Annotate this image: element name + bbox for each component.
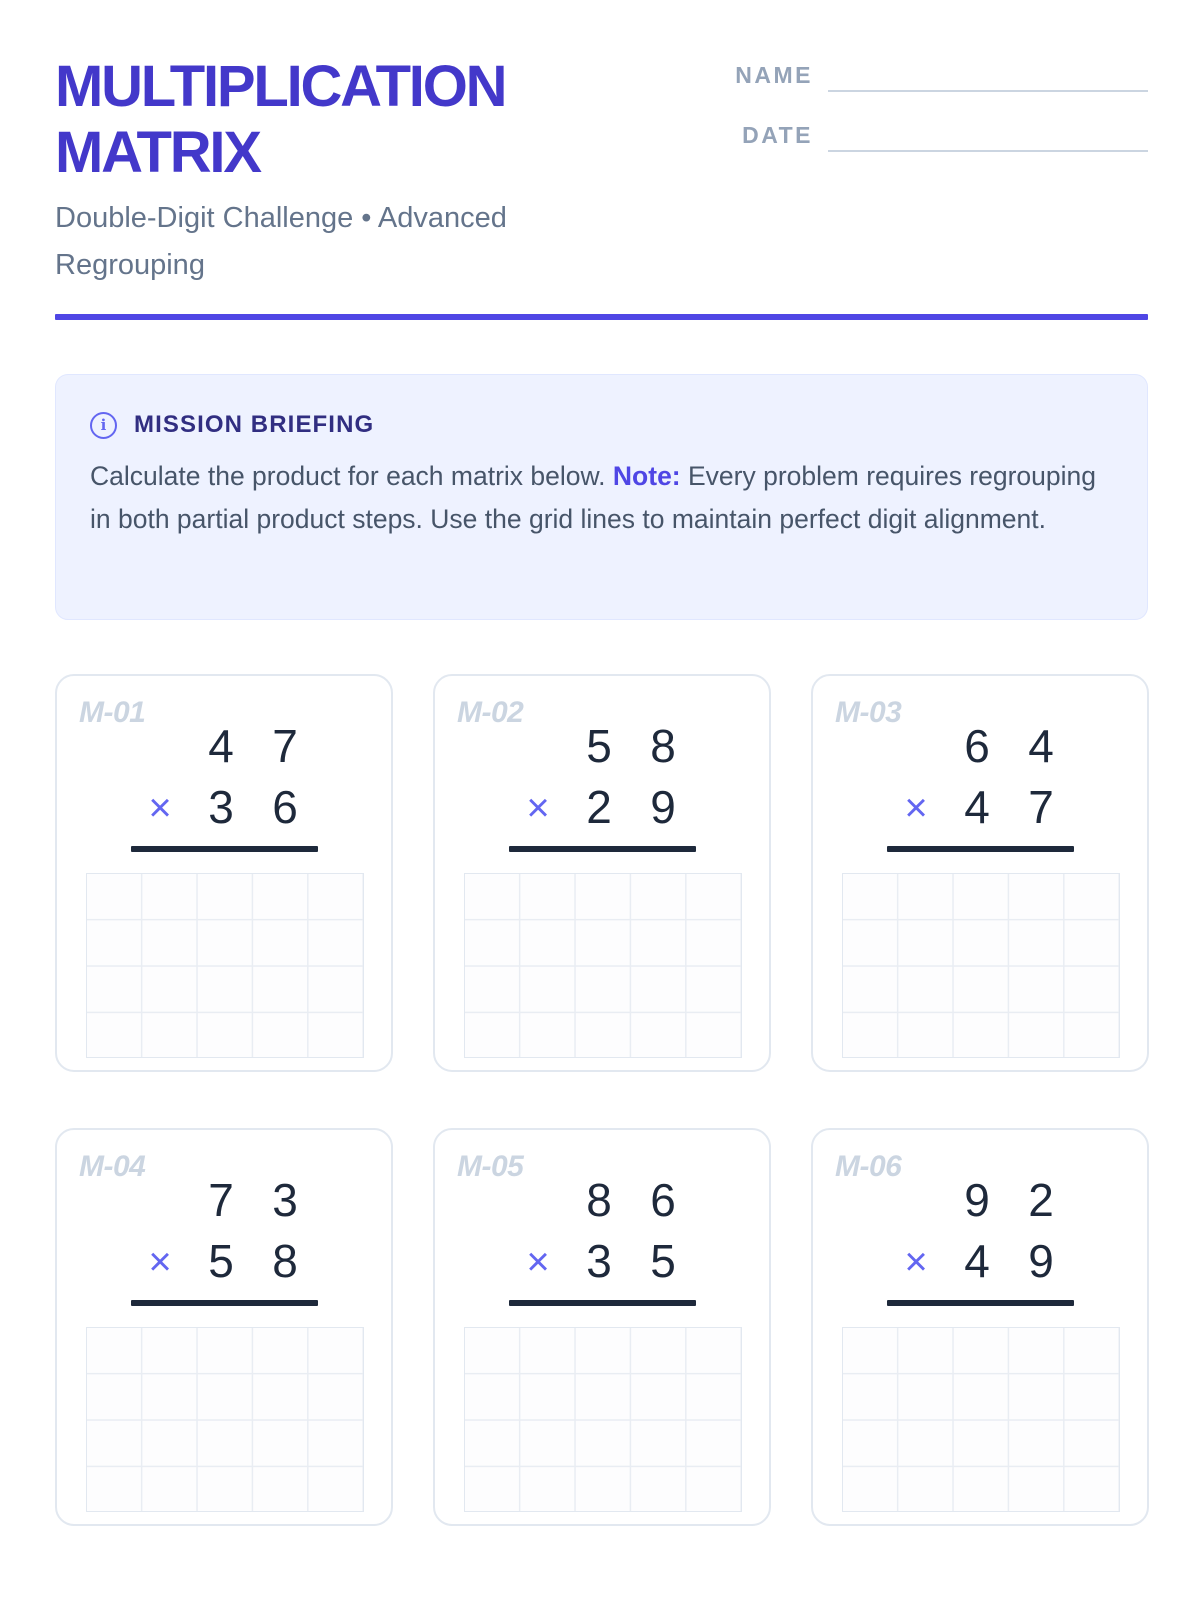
answer-grid[interactable]: [86, 873, 364, 1058]
multiplier-digit: 5: [650, 1235, 676, 1287]
answer-grid[interactable]: [464, 873, 742, 1058]
multiply-sign-icon: ×: [904, 786, 928, 830]
name-field[interactable]: [718, 60, 1148, 90]
info-circle-icon: i: [90, 412, 117, 439]
multiplicand-digit: 9: [964, 1174, 990, 1226]
problem-card: [55, 1128, 393, 1526]
name-label: NAME: [735, 62, 813, 88]
date-field[interactable]: [718, 120, 1148, 150]
multiplicand-digit: 8: [650, 720, 676, 772]
problem-id: M-04: [79, 1150, 146, 1183]
date-label: DATE: [742, 122, 813, 148]
multiply-sign-icon: ×: [148, 1240, 172, 1284]
briefing-note-label: Note:: [612, 461, 681, 491]
multiplicand-digit: 7: [208, 1174, 234, 1226]
problem-id: M-06: [835, 1150, 902, 1183]
page-subtitle: Double-Digit Challenge • Advanced Regrouping: [55, 202, 507, 281]
header-divider: [55, 314, 1148, 320]
problem-underline: [887, 846, 1074, 852]
briefing-header: [90, 409, 1113, 441]
problem-underline: [131, 1300, 318, 1306]
multiplicand-digit: 6: [650, 1174, 676, 1226]
problem-underline: [131, 846, 318, 852]
worksheet-header: [55, 0, 1148, 322]
multiplier-digit: 4: [964, 1235, 990, 1287]
problem-card: [811, 674, 1149, 1072]
problem-card: [433, 1128, 771, 1526]
problem-card: [433, 674, 771, 1072]
problem-underline: [509, 846, 696, 852]
problem-id: M-01: [79, 696, 146, 729]
answer-grid[interactable]: [86, 1327, 364, 1512]
answer-grid[interactable]: [842, 873, 1120, 1058]
multiplier-digit: 7: [1028, 781, 1054, 833]
briefing-title: MISSION BRIEFING: [134, 411, 375, 438]
answer-grid[interactable]: [464, 1327, 742, 1512]
date-line[interactable]: [828, 150, 1148, 152]
briefing-text: [90, 455, 1113, 541]
multiply-sign-icon: ×: [526, 1240, 550, 1284]
multiplier-digit: 3: [208, 781, 234, 833]
title-line-1: MULTIPLICATION: [55, 54, 506, 119]
problem-id: M-05: [457, 1150, 524, 1183]
problem-card: [811, 1128, 1149, 1526]
problem-card: [55, 674, 393, 1072]
multiplicand-digit: 4: [208, 720, 234, 772]
multiply-sign-icon: ×: [904, 1240, 928, 1284]
answer-grid[interactable]: [842, 1327, 1120, 1512]
multiplier-digit: 3: [586, 1235, 612, 1287]
multiplicand-digit: 4: [1028, 720, 1054, 772]
multiplicand-digit: 3: [272, 1174, 298, 1226]
title-line-2: MATRIX: [55, 120, 260, 185]
multiplier-digit: 6: [272, 781, 298, 833]
problem-underline: [887, 1300, 1074, 1306]
name-line[interactable]: [828, 90, 1148, 92]
briefing-text-rest: Every problem requires regrouping in both partial product steps. Use the grid lines to maintain perfect digit alignment.: [90, 461, 1097, 534]
multiplier-digit: 8: [272, 1235, 298, 1287]
problem-underline: [509, 1300, 696, 1306]
multiplicand-digit: 8: [586, 1174, 612, 1226]
multiplier-digit: 9: [650, 781, 676, 833]
worksheet-page: [55, 0, 1148, 1287]
multiply-sign-icon: ×: [148, 786, 172, 830]
multiplier-digit: 9: [1028, 1235, 1054, 1287]
multiplicand-digit: 2: [1028, 1174, 1054, 1226]
multiply-sign-icon: ×: [526, 786, 550, 830]
multiplicand-digit: 6: [964, 720, 990, 772]
briefing-text-intro: Calculate the product for each matrix below.: [90, 461, 613, 491]
page-title: [55, 54, 615, 186]
multiplier-digit: 5: [208, 1235, 234, 1287]
mission-briefing-box: [55, 374, 1148, 620]
multiplicand-digit: 5: [586, 720, 612, 772]
multiplier-digit: 4: [964, 781, 990, 833]
multiplier-digit: 2: [586, 781, 612, 833]
problem-id: M-03: [835, 696, 902, 729]
multiplicand-digit: 7: [272, 720, 298, 772]
problem-id: M-02: [457, 696, 524, 729]
